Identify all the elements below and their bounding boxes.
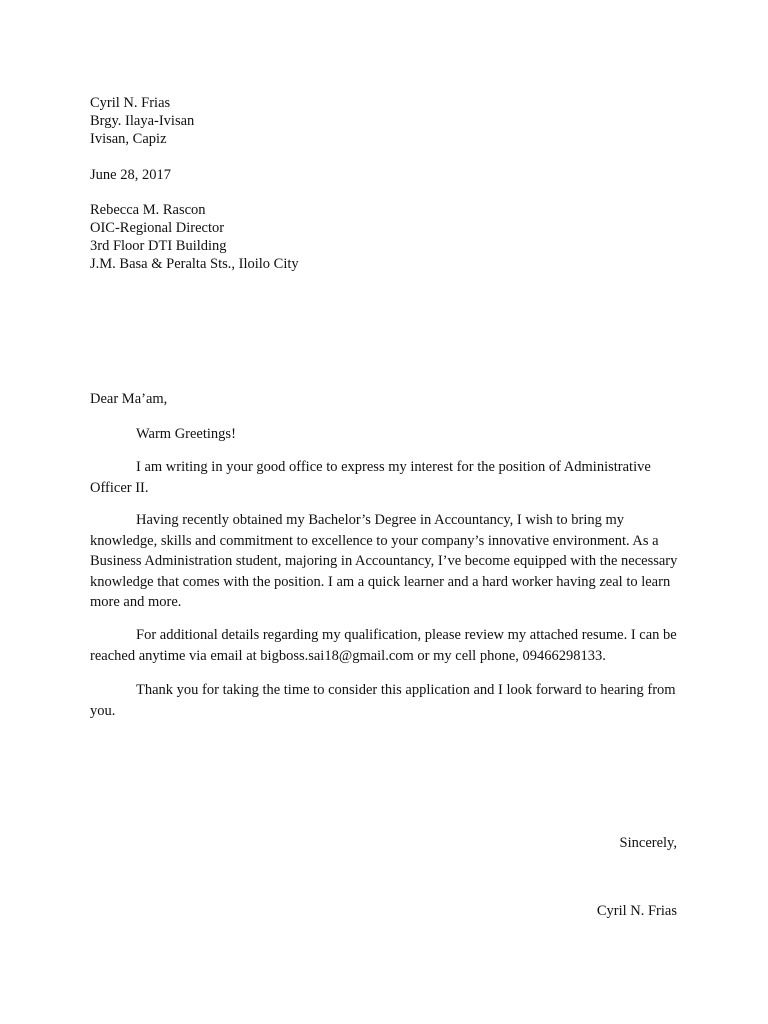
sender-address-block (90, 94, 194, 148)
recipient-address-block (90, 201, 299, 273)
recipient-address-line2: J.M. Basa & Peralta Sts., Iloilo City (90, 256, 299, 272)
salutation: Dear Ma’am, (90, 391, 168, 407)
body-paragraph-qualifications: Having recently obtained my Bachelor’s Degree in Accountancy, I wish to bring my knowledge, skills and commitment to excellence to your company’s innovative environment. As a Business Administration student, majoring in Accountancy, I’ve become equipped with the necessary knowledge that comes with the position. I am a quick learner and a hard worker having zeal to learn more and more. (90, 512, 678, 610)
body-paragraph-thanks: Thank you for taking the time to consider this application and I look forward to hearing from you. (90, 682, 676, 719)
recipient-address-line1: 3rd Floor DTI Building (90, 238, 227, 254)
sender-address-line1: Brgy. Ilaya-Ivisan (90, 113, 195, 129)
signature-name: Cyril N. Frias (596, 903, 677, 919)
sender-name: Cyril N. Frias (90, 95, 171, 111)
recipient-title: OIC-Regional Director (90, 220, 225, 236)
greeting: Warm Greetings! (136, 426, 236, 442)
letter-date: June 28, 2017 (90, 167, 171, 183)
recipient-name: Rebecca M. Rascon (90, 202, 206, 218)
closing: Sincerely, (619, 835, 677, 851)
sender-address-line2: Ivisan, Capiz (90, 131, 167, 147)
body-paragraph-intro: I am writing in your good office to express my interest for the position of Administrative Officer II. (90, 459, 651, 496)
body-paragraph-contact: For additional details regarding my qualification, please review my attached resume. I can be reached anytime via email at bigboss.sai18@gmail.com or my cell phone, 09466298133. (90, 627, 677, 664)
